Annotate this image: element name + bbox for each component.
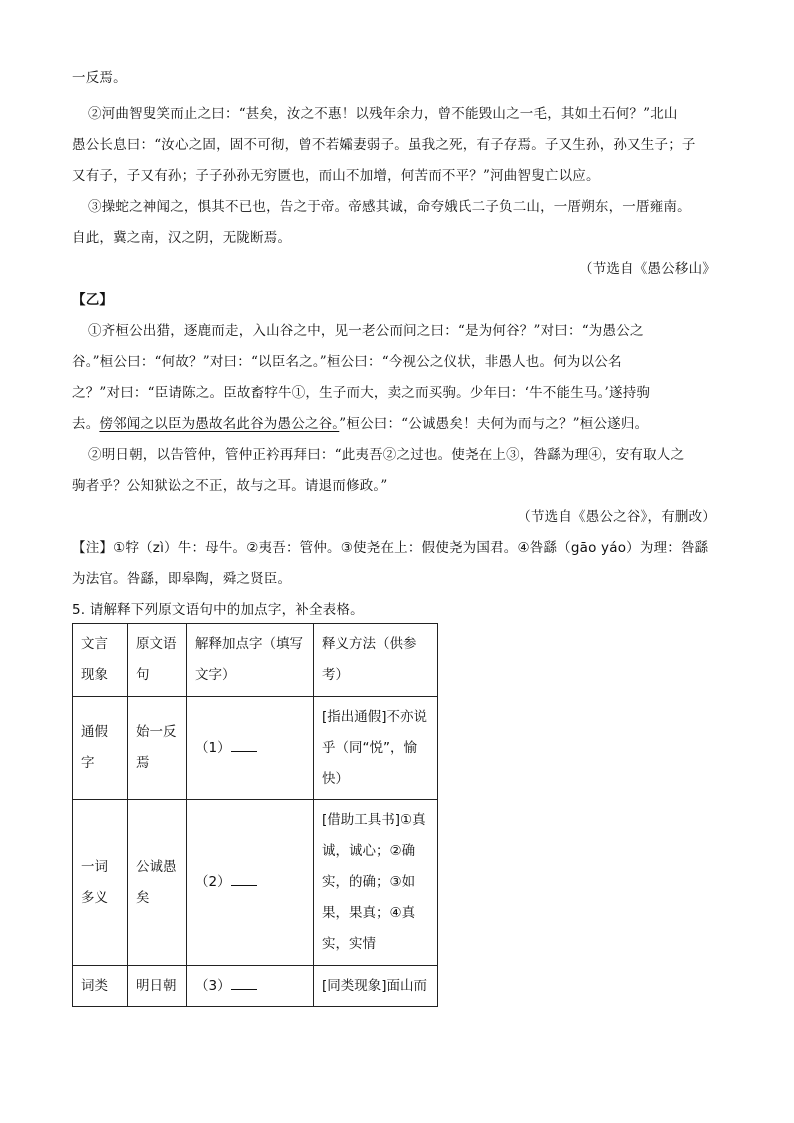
row2-answer-cell[interactable] — [187, 800, 314, 966]
passage-a-para2-line3: 又有子，子又有孙；子子孙孙无穷匮也，而山不加增，何苦而不平？”河曲智叟亡以应。 — [72, 168, 600, 184]
row3-answer-label: （3） — [195, 977, 231, 994]
row2-method: [借助工具书]①真诚，诚心；②确实，的确；③如果，果真；④真实，实情 — [314, 800, 438, 966]
passage-a-source: （节选自《愚公移山》 — [579, 261, 716, 277]
row1-answer-cell[interactable] — [187, 697, 314, 800]
header-answer: 解释加点字（填写文字） — [187, 624, 314, 697]
table-header-row — [73, 624, 438, 697]
row3-sentence: 明日朝 — [128, 966, 187, 1007]
header-phenomenon: 文言现象 — [73, 624, 128, 697]
header-method: 释义方法（供参考） — [314, 624, 438, 697]
header-sentence: 原文语句 — [128, 624, 187, 697]
row2-answer-label: （2） — [195, 874, 231, 890]
row3-answer-cell[interactable] — [187, 966, 314, 1007]
row3-answer-blank[interactable] — [231, 975, 257, 990]
row2-sentence: 公诚愚矣 — [128, 800, 187, 966]
passage-a-para3-line1: ③操蛇之神闻之，惧其不已也，告之于帝。帝感其诚，命夸娥氏二子负二山，一厝朔东，一厝雍南。 — [88, 199, 691, 215]
notes-line2: 为法官。咎繇，即皋陶，舜之贤臣。 — [72, 571, 292, 587]
passage-b-p1-line3: 之？”对曰：“臣请陈之。臣故畜牸牛①，生子而大，卖之而买驹。少年曰：‘牛不能生马。’遂持驹 — [72, 385, 651, 401]
row2-phenomenon: 一词多义 — [73, 800, 128, 966]
row2-answer-blank[interactable] — [231, 871, 257, 886]
passage-a-line0: 一反焉。 — [72, 70, 127, 86]
underlined-sentence: 傍邻闻之以臣为愚故名此谷为愚公之谷。 — [99, 416, 340, 432]
answer-table — [72, 623, 438, 1007]
table-row — [73, 697, 438, 800]
passage-a-para2-line1: ②河曲智叟笑而止之曰：“甚矣，汝之不惠！以残年余力，曾不能毁山之一毛，其如土石何？”北山 — [88, 106, 678, 122]
passage-b-p2-line1: ②明日朝，以告管仲，管仲正衿再拜曰：“此夷吾②之过也。使尧在上③，咎繇为理④，安有取人之 — [88, 447, 685, 463]
passage-b-heading: 【乙】 — [72, 292, 114, 308]
row1-method: [指出通假]不亦说乎（同“悦”，愉快） — [314, 697, 438, 800]
row3-method: [同类现象]面山而 — [314, 966, 438, 1007]
passage-a-para3-line2: 自此，冀之南，汉之阴，无陇断焉。 — [72, 230, 292, 246]
passage-b-p1-line4-end: ”桓公曰：“公诚愚矣！夫何为而与之？”桓公遂归。 — [339, 416, 649, 432]
row1-phenomenon: 通假字 — [73, 697, 128, 800]
passage-b-p1-line2: 谷。”桓公曰：“何故？”对曰：“以臣名之。”桓公曰：“今视公之仪状，非愚人也。何为以公名 — [72, 354, 622, 370]
row3-phenomenon: 词类 — [73, 966, 128, 1007]
table-row — [73, 966, 438, 1007]
passage-b-p1-line4-start: 去。 — [72, 416, 100, 432]
row1-sentence: 始一反焉 — [128, 697, 187, 800]
row1-answer-label: （1） — [195, 739, 231, 756]
row1-answer-blank[interactable] — [231, 737, 257, 752]
passage-b-source: （节选自《愚公之谷》，有删改） — [517, 509, 716, 525]
passage-b-p1-line1: ①齐桓公出猎，逐鹿而走，入山谷之中，见一老公而问之曰：“是为何谷？”对曰：“为愚公之 — [88, 323, 644, 339]
passage-a-para2-line2: 愚公长息曰：“汝心之固，固不可彻，曾不若孀妻弱子。虽我之死，有子存焉。子又生孙，孙又生子；子 — [72, 137, 696, 153]
question-prompt: 5. 请解释下列原文语句中的加点字，补全表格。 — [72, 602, 364, 618]
table-row — [73, 800, 438, 966]
notes-line1: 【注】①牸（zì）牛：母牛。②夷吾：管仲。③使尧在上：假使尧为国君。④咎繇（gāo yáo）为理：咎繇 — [72, 540, 709, 556]
passage-b-p2-line2: 驹者乎？公知狱讼之不正，故与之耳。请退而修政。” — [72, 478, 388, 494]
passage-b-p1-line4 — [72, 412, 648, 432]
